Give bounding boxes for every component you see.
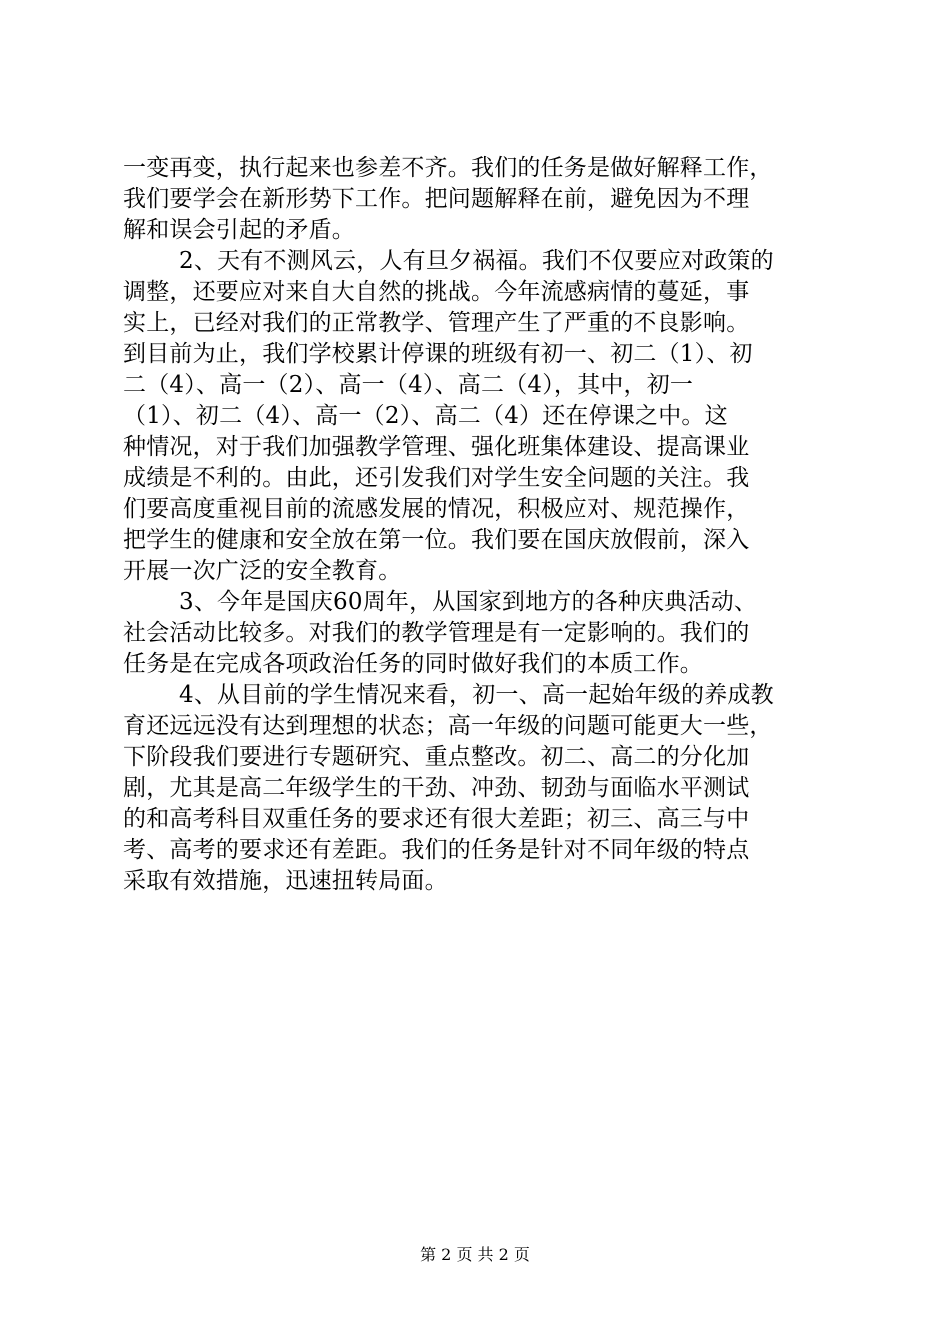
text-line: 调整，还要应对来自大自然的挑战。今年流感病情的蔓延，事 — [123, 279, 750, 305]
text-line: 一变再变，执行起来也参差不齐。我们的任务是做好解释工作， — [123, 155, 773, 181]
text-line: 考、高考的要求还有差距。我们的任务是针对不同年级的特点 — [123, 837, 750, 863]
text-line: 任务是在完成各项政治任务的同时做好我们的本质工作。 — [123, 651, 703, 677]
text-line: 社会活动比较多。对我们的教学管理是有一定影响的。我们的 — [123, 620, 750, 646]
document-body — [123, 153, 843, 897]
text-line: 到目前为止，我们学校累计停课的班级有初一、初二（1）、初 — [123, 341, 753, 367]
text-line: 剧，尤其是高二年级学生的干劲、冲劲、韧劲与面临水平测试 — [123, 775, 750, 801]
text-line: 育还远远没有达到理想的状态；高一年级的问题可能更大一些， — [123, 713, 773, 739]
text-line: 下阶段我们要进行专题研究、重点整改。初二、高二的分化加 — [123, 744, 750, 770]
text-line: 种情况，对于我们加强教学管理、强化班集体建设、提高课业 — [123, 434, 750, 460]
text-line: 实上，已经对我们的正常教学、管理产生了严重的不良影响。 — [123, 310, 750, 336]
text-line: 们要高度重视目前的流感发展的情况，积极应对、规范操作， — [123, 496, 750, 522]
text-line: 我们要学会在新形势下工作。把问题解释在前，避免因为不理 — [123, 186, 750, 212]
page-number-footer: 第 2 页 共 2 页 — [420, 1245, 530, 1264]
text-line: 采取有效措施，迅速扭转局面。 — [123, 868, 448, 894]
text-line: 的和高考科目双重任务的要求还有很大差距；初三、高三与中 — [123, 806, 750, 832]
paragraph-first-line: 4、从目前的学生情况来看，初一、高一起始年级的养成教 — [179, 682, 774, 708]
text-line: 把学生的健康和安全放在第一位。我们要在国庆放假前，深入 — [123, 527, 750, 553]
text-line: 开展一次广泛的安全教育。 — [123, 558, 402, 584]
text-line: 二（4）、高一（2）、高一（4）、高二（4），其中，初一 — [123, 372, 694, 398]
text-line: 成绩是不利的。由此，还引发我们对学生安全问题的关注。我 — [123, 465, 750, 491]
text-line: （1）、初二（4）、高一（2）、高二（4）还在停课之中。这 — [123, 403, 728, 429]
text-line: 解和误会引起的矛盾。 — [123, 217, 355, 243]
paragraph-first-line: 3、今年是国庆60周年，从国家到地方的各种庆典活动、 — [179, 589, 758, 615]
paragraph-first-line: 2、天有不测风云，人有旦夕祸福。我们不仅要应对政策的 — [179, 248, 774, 274]
